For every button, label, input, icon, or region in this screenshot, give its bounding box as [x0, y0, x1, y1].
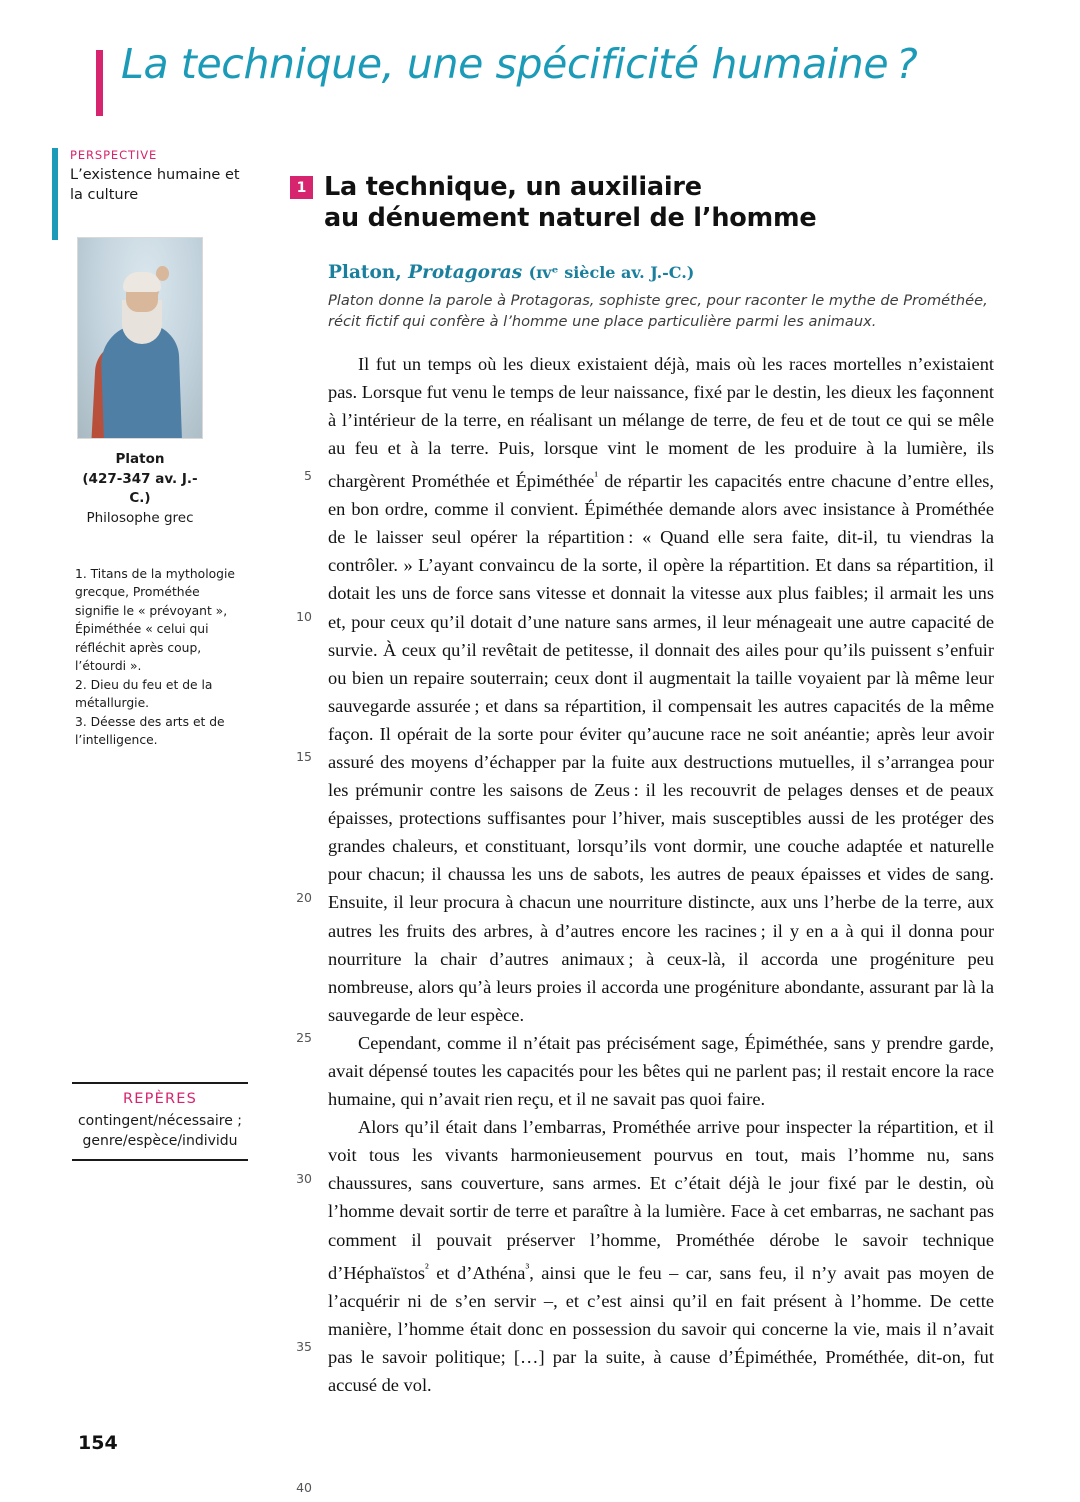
line-number-15: 15: [296, 748, 312, 764]
footnote-2: 2. Dieu du feu et de la métallurgie.: [75, 677, 213, 711]
source-reference: (ɪᴠᵉ siècle av. J.-C.): [528, 263, 695, 283]
excerpt-text: [296, 350, 995, 1495]
perspective-text: L’existence humaine et la culture: [70, 167, 240, 203]
portrait-hair: [123, 272, 161, 292]
line-number-5: 5: [304, 467, 312, 483]
reperes-box: [72, 1082, 248, 1161]
footnote-1: 1. Titans de la mythologie grecque, Prométhée signifie le « prévoyant », Épiméthée « celui qui réfléchit après coup, l’étourdi ».: [75, 567, 235, 674]
line-number-20: 20: [296, 889, 312, 905]
reperes-items: contingent/nécessaire ; genre/espèce/individu: [77, 1113, 243, 1149]
section-title-line1: La technique, un auxiliaire: [324, 172, 702, 202]
main-content: [290, 172, 995, 1495]
paragraph-3: Alors qu’il était dans l’embarras, Prométhée arrive pour inspecter la répartition, et il voit tous les vivants harmonieusement pourvus en tout, mais l’homme nu, sans chaussures, sans couverture, sans armes. Et c’était déjà le jour fixé par le destin, où l’homme devait sortir de terre et paraître à la lumière. Face à cet embarras, ne sachant pas comment il pouvait préserver l’homme, Prométhée dérobe le savoir technique d’Héphaïstos$^{^2}$ et d’Athéna$^{^3}$, ainsi que le feu – car, sans feu, il n’y avait pas moyen de l’acquérir ni de s’en servir –, et c’est ainsi qu’il en fait présent à l’homme. De cette manière, l’homme était donc en possession du savoir qui concerne la vie, mais il n’avait pas le savoir politique; […] par la suite, à cause d’Épiméthée, Prométhée, dit-on, fut accusé de vol.: [328, 1117, 994, 1396]
paragraph-2: Cependant, comme il n’était pas précisément sage, Épiméthée, sans y prendre garde, avait dépensé toutes les capacités pour les bêtes qui ne parlent pas; il restait encore la race humaine, qui n’avait rien reçu, et il ne savait pas quoi faire.: [328, 1032, 994, 1110]
reperes-title: REPÈRES: [123, 1091, 197, 1107]
section-heading: [290, 172, 990, 234]
line-number-25: 25: [296, 1029, 312, 1045]
portrait-role: Philosophe grec: [86, 509, 194, 526]
line-number-40: 40: [296, 1479, 312, 1495]
portrait-philosopher-icon: [78, 238, 202, 438]
portrait-dates: (427-347 av. J.-C.): [82, 470, 198, 507]
line-number-35: 35: [296, 1338, 312, 1354]
page-title-row: [96, 40, 918, 116]
page-title: La technique, une spécificité humaine ?: [121, 40, 918, 88]
line-number-30: 30: [296, 1170, 312, 1186]
portrait-name: Platon: [115, 451, 165, 467]
portrait-block: [78, 238, 202, 528]
section-title: [324, 172, 816, 234]
source-citation: [328, 262, 990, 283]
source-author: Platon,: [328, 262, 402, 284]
reperes-rule-bottom: [72, 1159, 248, 1161]
paragraph-1: Il fut un temps où les dieux existaient déjà, mais où les races mortelles n’existaient pas. Lorsque fut venu le temps de leur naissance, fixé par le destin, les dieux les façonnent à l’intérieur de la terre, en réalisant un mélange de terre, de feu et de tout ce qui se mêle au feu et à la terre. Puis, lorsque vint le moment de les produire à la lumière, ils chargèrent Prométhée et Épiméthée$^{^1}$ de répartir les capacités entre chacune d’entre elles, en bon ordre, comme il convient. Épiméthée demande alors avec insistance à Prométhée de le laisser seul opérer la répartition : « Quand elle sera faite, dit-il, tu viendras la contrôler. » L’ayant convaincu de la sorte, il opère la répartition. Et dans sa répartition, il dotait les uns de force sans vitesse et donnait la vitesse aux plus faibles; il armait les uns et, pour ceux qu’il dotait d’une nature sans armes, il leur ménageait une autre capacité de survie. À ceux qu’il revêtait de petitesse, il donnait des ailes pour qu’ils puissent s’enfuir ou bien un repaire souterrain; ceux dont il augmentait la taille voyaient par là même leur sauvegarde assurée ; et dans sa répartition, il compensait les autres capacités de la même façon. Il opérait de la sorte pour éviter qu’aucune race ne soit anéantie; après leur avoir assuré des moyens d’échapper par la fuite aux destructions mutuelles, il s’arrangea pour les prémunir contre les saisons de Zeus : il les recouvrit de pelages denses et de peaux épaisses, protections suffisantes pour l’hiver, mais susceptibles aussi de les protéger des grandes chaleurs, et constituant, lorsqu’ils vont dormir, une couche adaptée et naturelle pour chacun; il chaussa les uns de sabots, les autres de peaux épaisses et vides de sang. Ensuite, il leur procura à chacun une nourriture distincte, aux uns l’herbe de la terre, aux autres les fruits des arbres, à d’autres encore les racines ; il y en a à qui il donna pour nourriture la chair d’autres animaux ; à ceux-là, il accorda une progéniture peu nombreuse, alors qu’à leurs proies il accorda une progéniture abondante, assurant par là la sauvegarde de leur espèce.: [328, 353, 995, 1025]
line-number-10: 10: [296, 608, 312, 624]
portrait-caption: [78, 450, 202, 528]
source-work: Protagoras: [408, 262, 523, 284]
footnote-marker: ¹: [594, 468, 599, 483]
perspective-accent-strip: [52, 148, 58, 240]
footnote-3: 3. Déesse des arts et de l’intelligence.: [75, 714, 225, 747]
footnotes: [75, 565, 241, 749]
footnote-marker: ³: [525, 1260, 530, 1275]
intro-blurb: Platon donne la parole à Protagoras, sophiste grec, pour raconter le mythe de Prométhée, récit fictif qui confère à l’homme une place particulière parmi les animaux.: [328, 292, 988, 331]
sidebar: [52, 148, 242, 205]
section-title-line2: au dénuement naturel de l’homme: [324, 203, 817, 234]
footnote-marker: ²: [425, 1260, 429, 1275]
perspective-label: PERSPECTIVE: [70, 148, 158, 162]
section-number-badge: 1: [290, 176, 313, 199]
reperes-rule-top: [72, 1082, 248, 1084]
title-accent-bar: [96, 50, 103, 116]
page-number: 154: [78, 1432, 118, 1454]
